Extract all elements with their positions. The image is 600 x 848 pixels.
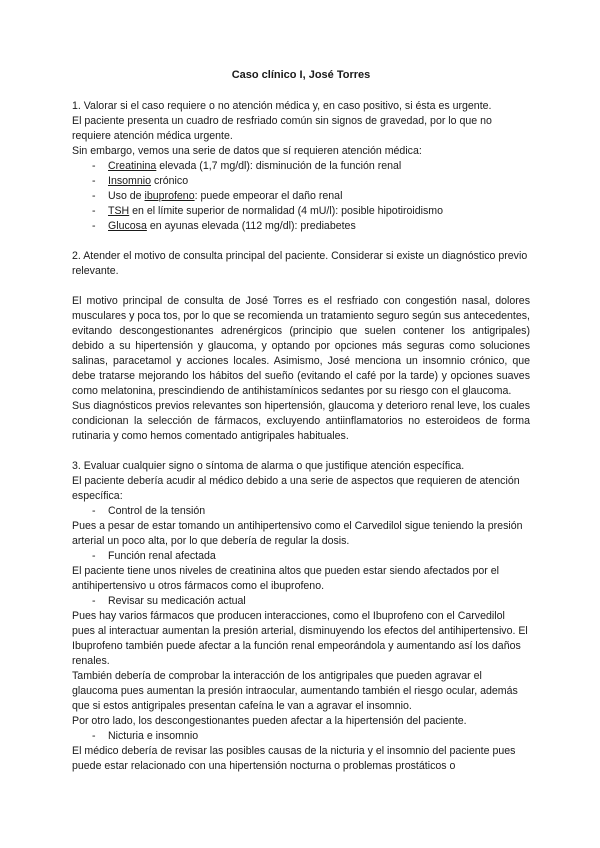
- term: Insomnio: [108, 175, 151, 187]
- subheading-medication: - Revisar su medicación actual: [72, 594, 530, 609]
- medication-text-1: Pues hay varios fármacos que producen interacciones, como el Ibuprofeno con el Carvedilol pues al interactuar aumentan la presión arterial, disminuyendo los efectos del antihipertensivo. El Ibuprofeno también puede afectar a la función renal empeorándola y aumentando así los daños renales.: [72, 610, 528, 667]
- subheading-nicturia: - Nicturia e insomnio: [72, 729, 530, 744]
- tension-text: Pues a pesar de estar tomando un antihipertensivo como el Carvedilol sigue teniendo la presión arterial un poco alta, por lo que debería de regular la dosis.: [72, 520, 523, 547]
- term-detail: crónico: [151, 175, 189, 187]
- section-1-heading: 1. Valorar si el caso requiere o no atención médica y, en caso positivo, si ésta es urgente.: [72, 100, 492, 112]
- medication-text-3: Por otro lado, los descongestionantes pueden afectar a la hipertensión del paciente.: [72, 715, 467, 727]
- section-1-paragraph-2: Sin embargo, vemos una serie de datos que sí requieren atención médica:: [72, 145, 422, 157]
- term: Creatinina: [108, 160, 157, 172]
- list-item: [72, 219, 530, 234]
- section-1-paragraph-1: El paciente presenta un cuadro de resfriado común sin signos de gravedad, por lo que no requiere atención médica urgente.: [72, 115, 492, 142]
- term-detail: elevada (1,7 mg/dl): disminución de la función renal: [156, 160, 402, 172]
- term-prefix: Uso de: [108, 190, 145, 202]
- section-2-heading: 2. Atender el motivo de consulta principal del paciente. Considerar si existe un diagnóstico previo relevante.: [72, 250, 528, 277]
- renal-text: El paciente tiene unos niveles de creatinina altos que pueden estar siendo afectados por el antihipertensivo u otros fármacos como el ibuprofeno.: [72, 565, 499, 592]
- term-detail: en ayunas elevada (112 mg/dl): prediabetes: [146, 220, 356, 232]
- nicturia-text: El médico debería de revisar las posibles causas de la nicturia y el insomnio del paciente pues puede estar relacionado con una hipertensión nocturna o problemas prostáticos o: [72, 745, 516, 772]
- findings-list: [72, 159, 530, 234]
- section-3-intro: El paciente debería acudir al médico debido a una serie de aspectos que requieren de atención específica:: [72, 475, 520, 502]
- section-2-paragraph-1: El motivo principal de consulta de José Torres es el resfriado con congestión nasal, dolores musculares y poca tos, por lo que se recomienda un tratamiento seguro según sus antecedentes, evitando descongestionantes adrenérgicos (principio que suelen contener los antigripales) debido a su hipertensión y glaucoma, y optando por opciones más seguras como soluciones salinas, paracetamol y acciones locales. Asimismo, José menciona un insomnio crónico, que debe tratarse mejorando los hábitos del sueño (evitando el café por la tarde) y opciones suaves como melatonina, prescindiendo de antihistamínicos sedantes por su riesgo con el glaucoma.: [72, 295, 530, 397]
- subheading-renal: - Función renal afectada: [72, 549, 530, 564]
- term: ibuprofeno: [144, 190, 195, 202]
- document-title: Caso clínico I, José Torres: [231, 69, 371, 81]
- medication-text-2: También debería de comprobar la interacción de los antigripales que pueden agravar el glaucoma pues aumentan la presión intraocular, aumentando también el riesgo ocular, además que si estos antigripales presentan cafeína le van a agravar el insomnio.: [72, 670, 518, 712]
- term: Glucosa: [108, 220, 147, 232]
- list-item: [72, 204, 530, 219]
- term-detail: : puede empeorar el daño renal: [194, 190, 343, 202]
- list-item: [72, 174, 530, 189]
- subheading-tension: - Control de la tensión: [72, 504, 530, 519]
- list-item: [72, 159, 530, 174]
- section-2-paragraph-2: Sus diagnósticos previos relevantes son hipertensión, glaucoma y deterioro renal leve, los cuales condicionan la selección de fármacos, excluyendo antiinflamatorios no esteroideos de forma rutinaria y como hemos comentado antigripales habituales.: [72, 400, 530, 442]
- list-item: [72, 189, 530, 204]
- term: TSH: [108, 205, 130, 217]
- term-detail: en el límite superior de normalidad (4 mU/l): posible hipotiroidismo: [129, 205, 444, 217]
- section-3-heading: 3. Evaluar cualquier signo o síntoma de alarma o que justifique atención específica.: [72, 460, 465, 472]
